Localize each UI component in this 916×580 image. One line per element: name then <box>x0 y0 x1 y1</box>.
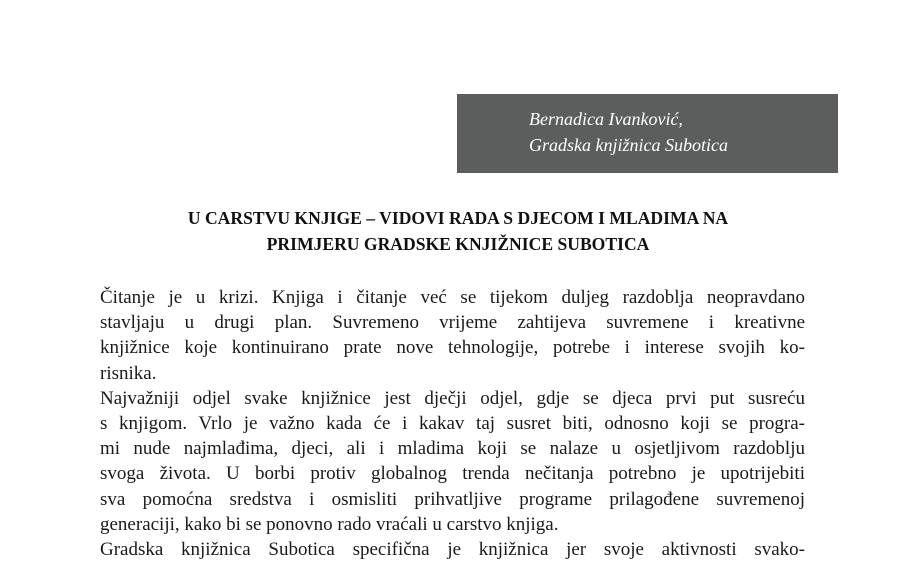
title-line-2: PRIMJERU GRADSKE KNJIŽNICE SUBOTICA <box>266 234 650 254</box>
body-line: svoga života. U borbi protiv globalnog trenda nečitanja potrebno je upotrijebiti <box>100 463 805 485</box>
body-line: Gradska knjižnica Subotica specifična je knjižnica jer svoje aktivnosti svako- <box>100 538 805 560</box>
title-line-1: U CARSTVU KNJIGE – VIDOVI RADA S DJECOM I MLADIMA NA <box>187 208 729 228</box>
article-title <box>100 205 816 257</box>
body-line: stavljaju u drugi plan. Suvremeno vrijeme zahtijeva suvremene i kreativne <box>100 312 805 334</box>
body-line: generaciji, kako bi se ponovno rado vraćali u carstvo knjiga. <box>100 513 559 535</box>
body-line: sva pomoćna sredstva i osmisliti prihvatljive programe prilagođene suvremenoj <box>100 488 805 510</box>
article-body <box>100 285 805 562</box>
body-line: knjižnice koje kontinuirano prate nove tehnologije, potrebe i interese svojih ko- <box>100 337 805 359</box>
body-line: risnika. <box>100 362 157 384</box>
author-name: Bernadica Ivanković, <box>529 109 683 129</box>
body-line: s knjigom. Vrlo je važno kada će i kakav taj susret biti, odnosno koji se progra- <box>100 412 805 434</box>
author-box <box>457 94 838 173</box>
body-line: mi nude najmlađima, djeci, ali i mladima koji se nalaze u osjetljivom razdoblju <box>100 438 805 460</box>
author-institution: Gradska knjižnica Subotica <box>529 135 728 155</box>
body-line: Čitanje je u krizi. Knjiga i čitanje već se tijekom duljeg razdoblja neopravdano <box>100 287 805 308</box>
body-line: Najvažniji odjel svake knjižnice jest dječji odjel, gdje se djeca prvi put susreću <box>100 387 805 409</box>
